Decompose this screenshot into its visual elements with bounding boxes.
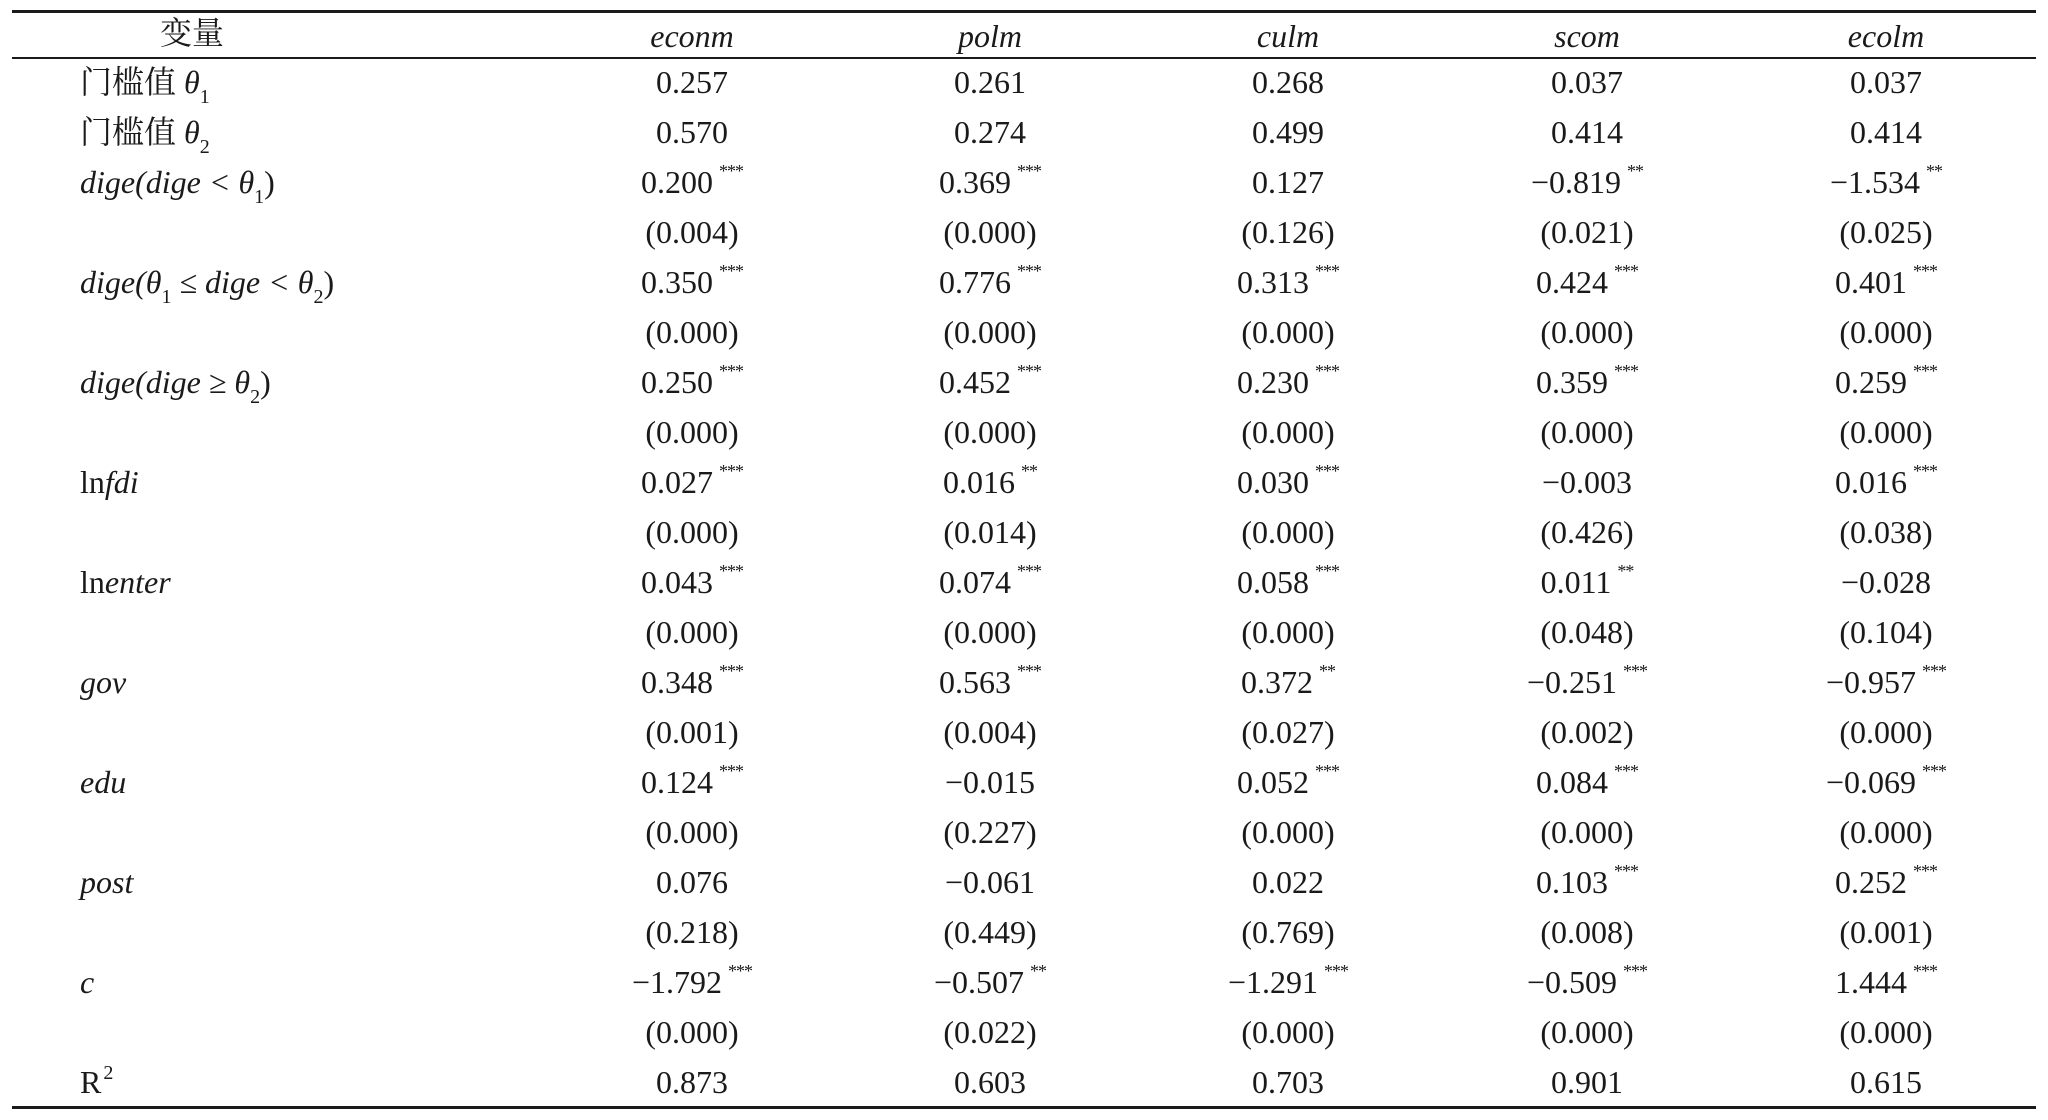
coef-cell [1825, 661, 1947, 700]
significance-stars: *** [1017, 261, 1041, 281]
label-text: dige(dige ≥ θ [80, 364, 251, 400]
coef-value: 0.401 [1835, 264, 1907, 300]
coef-value: −0.069 [1825, 764, 1917, 800]
p-value-cell: (0.769) [1241, 914, 1335, 950]
coef-value: −1.291 [1227, 964, 1319, 1000]
coef-value: 0.127 [1252, 164, 1324, 200]
coef-value: 0.452 [939, 364, 1011, 400]
header-rule [12, 57, 2036, 59]
row-label-gov [80, 666, 126, 698]
row-label-edu [80, 766, 126, 798]
coef-value: −0.819 [1530, 164, 1622, 200]
significance-stars: ** [1021, 461, 1037, 481]
column-header-scom: scom [1554, 18, 1620, 54]
coef-value: 0.615 [1850, 1064, 1922, 1100]
p-value-cell: (0.000) [1839, 314, 1933, 350]
coef-value: 0.052 [1237, 764, 1309, 800]
row-label-threshold2 [80, 114, 210, 158]
significance-stars: *** [1922, 661, 1947, 681]
coef-cell [1252, 1066, 1324, 1098]
label-text: dige(θ [80, 264, 162, 300]
column-header-culm: culm [1256, 18, 1320, 54]
significance-stars: *** [1922, 761, 1947, 781]
bottom-rule [12, 1106, 2036, 1109]
coef-value: 0.011 [1540, 564, 1612, 600]
coef-value: 0.074 [939, 564, 1011, 600]
coef-cell [641, 261, 743, 300]
coef-cell [1530, 161, 1644, 200]
coef-cell [945, 766, 1035, 798]
coef-cell [1835, 461, 1937, 500]
coef-value: 0.424 [1536, 264, 1608, 300]
coef-cell [1536, 761, 1638, 800]
coef-cell [954, 1066, 1026, 1098]
significance-stars: *** [1913, 361, 1937, 381]
coef-value: 0.076 [656, 864, 728, 900]
label-var: enter [104, 564, 171, 600]
subscript: 2 [313, 286, 324, 308]
coef-cell [1850, 116, 1922, 148]
coef-cell [641, 661, 743, 700]
coef-cell [1536, 261, 1638, 300]
p-value-cell: (0.227) [943, 814, 1037, 850]
label-text: gov [80, 664, 127, 700]
p-value-cell: (0.022) [943, 1014, 1037, 1050]
coef-cell [656, 866, 728, 898]
significance-stars: *** [1017, 161, 1041, 181]
coef-value: 0.350 [641, 264, 713, 300]
coef-cell [1825, 761, 1947, 800]
coef-value: 0.230 [1237, 364, 1309, 400]
coef-cell [1237, 561, 1339, 600]
coef-value: 0.414 [1551, 114, 1623, 150]
coef-value: 0.348 [641, 664, 713, 700]
coef-value: 0.103 [1536, 864, 1608, 900]
significance-stars: ** [1030, 961, 1047, 981]
coef-cell [943, 461, 1037, 500]
coef-cell [1835, 861, 1937, 900]
coef-value: 0.250 [641, 364, 713, 400]
significance-stars: *** [1017, 661, 1041, 681]
label-text: post [80, 864, 134, 900]
p-value-cell: (0.002) [1540, 714, 1634, 750]
coef-cell [1252, 866, 1324, 898]
coef-value: 0.313 [1237, 264, 1309, 300]
coef-cell [1850, 1066, 1922, 1098]
coef-value: 0.016 [943, 464, 1015, 500]
p-value-cell: (0.000) [943, 414, 1037, 450]
label-var: fdi [104, 464, 139, 500]
coef-value: 0.873 [656, 1064, 728, 1100]
coef-cell [954, 66, 1026, 98]
coef-cell [641, 161, 743, 200]
significance-stars: *** [1913, 861, 1937, 881]
coef-value: 1.444 [1835, 964, 1907, 1000]
coef-cell [1551, 1066, 1623, 1098]
coef-cell [641, 761, 743, 800]
coef-cell [1540, 561, 1634, 600]
theta-symbol: θ [184, 64, 200, 100]
coef-cell [1829, 161, 1943, 200]
p-value-cell: (0.000) [1241, 514, 1335, 550]
p-value-cell: (0.000) [1241, 414, 1335, 450]
p-value-cell: (0.001) [1839, 914, 1933, 950]
coef-cell [1536, 861, 1638, 900]
coef-cell [656, 116, 728, 148]
coef-cell [1252, 116, 1324, 148]
coef-value: 0.058 [1237, 564, 1309, 600]
coef-value: −0.003 [1541, 464, 1633, 500]
p-value-cell: (0.000) [943, 314, 1037, 350]
significance-stars: *** [1614, 861, 1638, 881]
coef-value: 0.359 [1536, 364, 1608, 400]
row-label-threshold1 [80, 64, 210, 108]
significance-stars: *** [1315, 761, 1339, 781]
label-text: 门槛值 [80, 114, 185, 150]
coef-value: 0.037 [1551, 64, 1623, 100]
coef-value: 0.027 [641, 464, 713, 500]
coef-value: 0.257 [656, 64, 728, 100]
significance-stars: ** [1617, 561, 1634, 581]
coef-cell [939, 261, 1041, 300]
column-header-ecolm: ecolm [1847, 18, 1925, 54]
coef-cell [1835, 361, 1937, 400]
coef-cell [641, 361, 743, 400]
coef-value: 0.124 [641, 764, 713, 800]
coef-value: −0.015 [944, 764, 1036, 800]
label-text: c [80, 964, 95, 1000]
coef-cell [1551, 116, 1623, 148]
coef-cell [1542, 466, 1632, 498]
coef-cell [656, 66, 728, 98]
significance-stars: *** [1623, 961, 1648, 981]
significance-stars: *** [1913, 961, 1937, 981]
significance-stars: *** [1614, 361, 1638, 381]
row-label-c [80, 966, 94, 998]
coef-cell [954, 116, 1026, 148]
coef-value: −1.792 [631, 964, 723, 1000]
coef-cell [1835, 261, 1937, 300]
significance-stars: *** [719, 261, 743, 281]
coef-cell [1237, 261, 1339, 300]
significance-stars: *** [719, 161, 743, 181]
label-close: ) [264, 164, 275, 200]
coef-cell [1526, 961, 1648, 1000]
label-text: ≤ dige < θ [171, 264, 314, 300]
coef-value: 0.037 [1850, 64, 1922, 100]
significance-stars: *** [719, 661, 743, 681]
significance-stars: *** [719, 561, 743, 581]
coef-value: 0.499 [1252, 114, 1324, 150]
coef-value: 0.030 [1237, 464, 1309, 500]
significance-stars: *** [1913, 461, 1937, 481]
p-value-cell: (0.000) [1540, 314, 1634, 350]
p-value-cell: (0.027) [1241, 714, 1335, 750]
significance-stars: *** [1315, 561, 1339, 581]
coef-value: 0.200 [641, 164, 713, 200]
p-value-cell: (0.000) [645, 314, 739, 350]
row-label-lnenter [80, 566, 171, 598]
coef-value: 0.369 [939, 164, 1011, 200]
label-close: ) [323, 264, 335, 300]
significance-stars: *** [728, 961, 753, 981]
row-label-dige_low [80, 164, 275, 208]
coef-cell [933, 961, 1047, 1000]
theta-symbol: θ [184, 114, 200, 150]
label-text: dige(dige < θ [80, 164, 255, 200]
variable-column-header: 变量 [160, 15, 225, 51]
label-close: ) [260, 364, 271, 400]
p-value-cell: (0.000) [1540, 414, 1634, 450]
coef-value: −0.028 [1840, 564, 1932, 600]
coef-value: 0.570 [656, 114, 728, 150]
significance-stars: *** [719, 361, 743, 381]
column-header-econm: econm [650, 18, 734, 54]
coef-value: −0.957 [1825, 664, 1917, 700]
coef-cell [641, 561, 743, 600]
significance-stars: ** [1926, 161, 1943, 181]
coef-cell [945, 866, 1035, 898]
coef-cell [631, 961, 753, 1000]
label-ln: ln [80, 464, 105, 500]
coef-cell [1841, 566, 1931, 598]
p-value-cell: (0.000) [1241, 314, 1335, 350]
row-label-dige_high [80, 364, 271, 408]
p-value-cell: (0.000) [645, 814, 739, 850]
coef-value: −1.534 [1829, 164, 1921, 200]
coef-value: 0.776 [939, 264, 1011, 300]
label-text: R [80, 1064, 102, 1100]
label-ln: ln [80, 564, 105, 600]
coef-cell [939, 561, 1041, 600]
coef-value: 0.901 [1551, 1064, 1623, 1100]
coef-value: −0.061 [944, 864, 1036, 900]
label-text: 门槛值 [80, 64, 185, 100]
p-value-cell: (0.000) [645, 514, 739, 550]
p-value-cell: (0.000) [645, 414, 739, 450]
coef-cell [1850, 66, 1922, 98]
coef-cell [939, 661, 1041, 700]
subscript: 1 [161, 286, 172, 308]
significance-stars: *** [1623, 661, 1648, 681]
p-value-cell: (0.000) [1540, 1014, 1634, 1050]
p-value-cell: (0.000) [1540, 814, 1634, 850]
coef-cell [1237, 361, 1339, 400]
coef-cell [1252, 166, 1324, 198]
coef-value: 0.259 [1835, 364, 1907, 400]
coef-cell [939, 161, 1041, 200]
row-label-lnfdi [80, 466, 139, 498]
coef-value: 0.703 [1252, 1064, 1324, 1100]
coef-value: −0.507 [933, 964, 1025, 1000]
subscript: 2 [199, 136, 210, 158]
significance-stars: *** [1017, 561, 1041, 581]
p-value-cell: (0.048) [1540, 614, 1634, 650]
coef-cell [1551, 66, 1623, 98]
p-value-cell: (0.000) [645, 1014, 739, 1050]
coef-cell [939, 361, 1041, 400]
coef-cell [1526, 661, 1648, 700]
coef-cell [1536, 361, 1638, 400]
p-value-cell: (0.004) [645, 214, 739, 250]
coef-value: −0.509 [1526, 964, 1618, 1000]
significance-stars: *** [1614, 261, 1638, 281]
coef-cell [656, 1066, 728, 1098]
superscript: 2 [103, 1062, 114, 1084]
significance-stars: *** [1913, 261, 1937, 281]
coef-cell [1227, 961, 1349, 1000]
p-value-cell: (0.008) [1540, 914, 1634, 950]
p-value-cell: (0.001) [645, 714, 739, 750]
coef-cell [641, 461, 743, 500]
p-value-cell: (0.038) [1839, 514, 1933, 550]
p-value-cell: (0.000) [1839, 414, 1933, 450]
p-value-cell: (0.449) [943, 914, 1037, 950]
significance-stars: *** [719, 461, 743, 481]
p-value-cell: (0.126) [1241, 214, 1335, 250]
significance-stars: ** [1319, 661, 1335, 681]
row-label-post [80, 866, 133, 898]
label-text: edu [80, 764, 127, 800]
coef-value: 0.084 [1536, 764, 1608, 800]
coef-cell [1237, 461, 1339, 500]
significance-stars: ** [1627, 161, 1644, 181]
coef-value: 0.414 [1850, 114, 1922, 150]
p-value-cell: (0.000) [1241, 814, 1335, 850]
coef-value: 0.022 [1252, 864, 1324, 900]
coef-cell [1237, 761, 1339, 800]
coef-value: 0.563 [939, 664, 1011, 700]
column-header-polm: polm [958, 18, 1022, 54]
p-value-cell: (0.000) [1839, 714, 1933, 750]
p-value-cell: (0.000) [1839, 814, 1933, 850]
p-value-cell: (0.000) [1839, 1014, 1933, 1050]
coef-value: 0.043 [641, 564, 713, 600]
subscript: 1 [199, 86, 210, 108]
row-label-r2 [80, 1062, 114, 1100]
p-value-cell: (0.426) [1540, 514, 1634, 550]
p-value-cell: (0.021) [1540, 214, 1634, 250]
coef-cell [1252, 66, 1324, 98]
p-value-cell: (0.004) [943, 714, 1037, 750]
p-value-cell: (0.014) [943, 514, 1037, 550]
coef-value: 0.603 [954, 1064, 1026, 1100]
significance-stars: *** [719, 761, 743, 781]
p-value-cell: (0.000) [645, 614, 739, 650]
significance-stars: *** [1315, 361, 1339, 381]
coef-value: 0.252 [1835, 864, 1907, 900]
p-value-cell: (0.000) [1241, 1014, 1335, 1050]
top-rule [12, 10, 2036, 13]
coef-cell [1835, 961, 1937, 1000]
coef-cell [1241, 661, 1335, 700]
subscript: 1 [254, 186, 265, 208]
coef-value: 0.372 [1241, 664, 1313, 700]
row-label-dige_mid [80, 264, 335, 308]
significance-stars: *** [1017, 361, 1041, 381]
significance-stars: *** [1614, 761, 1638, 781]
p-value-cell: (0.000) [943, 214, 1037, 250]
coef-value: 0.261 [954, 64, 1026, 100]
p-value-cell: (0.000) [1241, 614, 1335, 650]
coef-value: 0.016 [1835, 464, 1907, 500]
significance-stars: *** [1315, 261, 1339, 281]
coef-value: 0.274 [954, 114, 1026, 150]
significance-stars: *** [1315, 461, 1339, 481]
coef-value: 0.268 [1252, 64, 1324, 100]
subscript: 2 [250, 386, 261, 408]
p-value-cell: (0.104) [1839, 614, 1933, 650]
significance-stars: *** [1324, 961, 1349, 981]
p-value-cell: (0.000) [943, 614, 1037, 650]
p-value-cell: (0.025) [1839, 214, 1933, 250]
p-value-cell: (0.218) [645, 914, 739, 950]
coef-value: −0.251 [1526, 664, 1618, 700]
